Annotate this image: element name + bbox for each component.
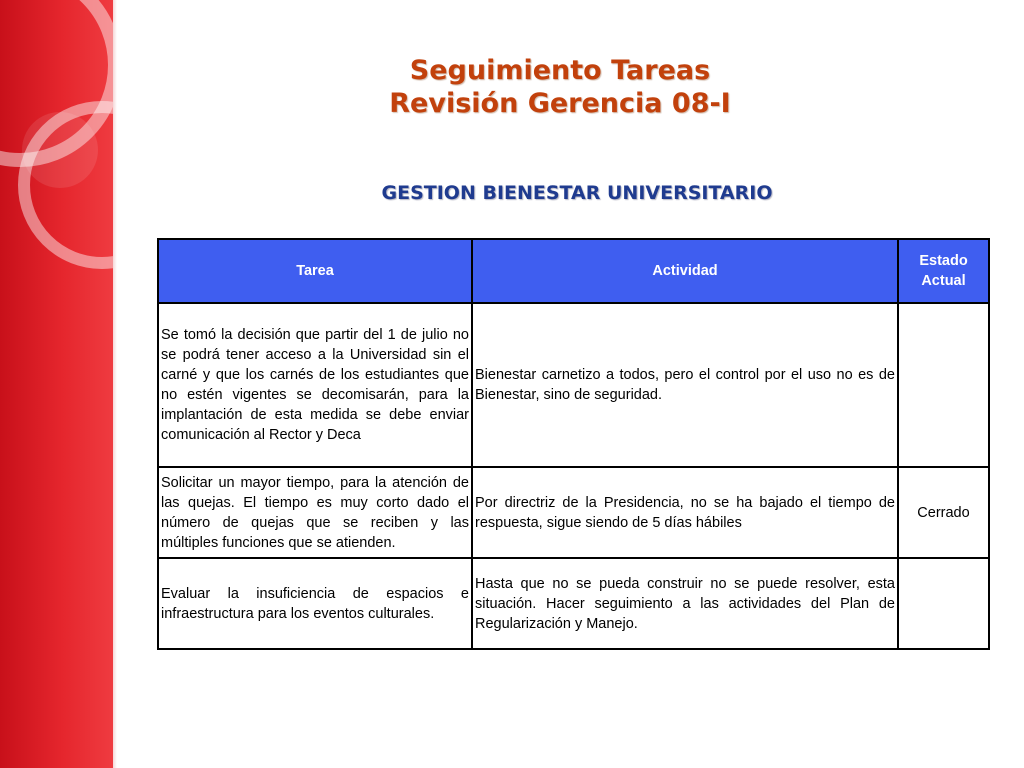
cell-estado: Cerrado xyxy=(898,467,989,558)
side-band-edge xyxy=(113,0,117,768)
tasks-table xyxy=(157,238,990,650)
title-line-1: Seguimiento Tareas xyxy=(409,55,711,86)
cell-tarea: Evaluar la insuficiencia de espacios e infraestructura para los eventos culturales. xyxy=(158,558,472,649)
cell-estado xyxy=(898,558,989,649)
table-row xyxy=(158,558,989,649)
header-tarea: Tarea xyxy=(158,239,472,303)
slide-title xyxy=(300,54,820,120)
title-line-2: Revisión Gerencia 08-I xyxy=(389,88,731,119)
table-row xyxy=(158,303,989,467)
cell-actividad: Bienestar carnetizo a todos, pero el control por el uso no es de Bienestar, sino de seguridad. xyxy=(472,303,898,467)
section-subtitle: GESTION BIENESTAR UNIVERSITARIO xyxy=(381,182,773,204)
header-actividad: Actividad xyxy=(472,239,898,303)
decorative-side-band xyxy=(0,0,113,768)
decorative-circles xyxy=(0,0,113,768)
cell-tarea: Solicitar un mayor tiempo, para la atención de las quejas. El tiempo es muy corto dado el número de quejas que se reciben y las múltiples funciones que se atienden. xyxy=(158,467,472,558)
cell-estado xyxy=(898,303,989,467)
cell-actividad: Por directriz de la Presidencia, no se ha bajado el tiempo de respuesta, sigue siendo de 5 días hábiles xyxy=(472,467,898,558)
table-header-row xyxy=(158,239,989,303)
header-estado-actual: Estado Actual xyxy=(898,239,989,303)
cell-tarea: Se tomó la decisión que partir del 1 de julio no se podrá tener acceso a la Universidad sin el carné y que los carnés de los estudiantes que no estén vigentes se decomisarán, para la implantación de esta medida se debe enviar comunicación al Rector y Deca xyxy=(158,303,472,467)
cell-actividad: Hasta que no se pueda construir no se puede resolver, esta situación. Hacer seguimiento a las actividades del Plan de Regularización y Manejo. xyxy=(472,558,898,649)
table-row xyxy=(158,467,989,558)
